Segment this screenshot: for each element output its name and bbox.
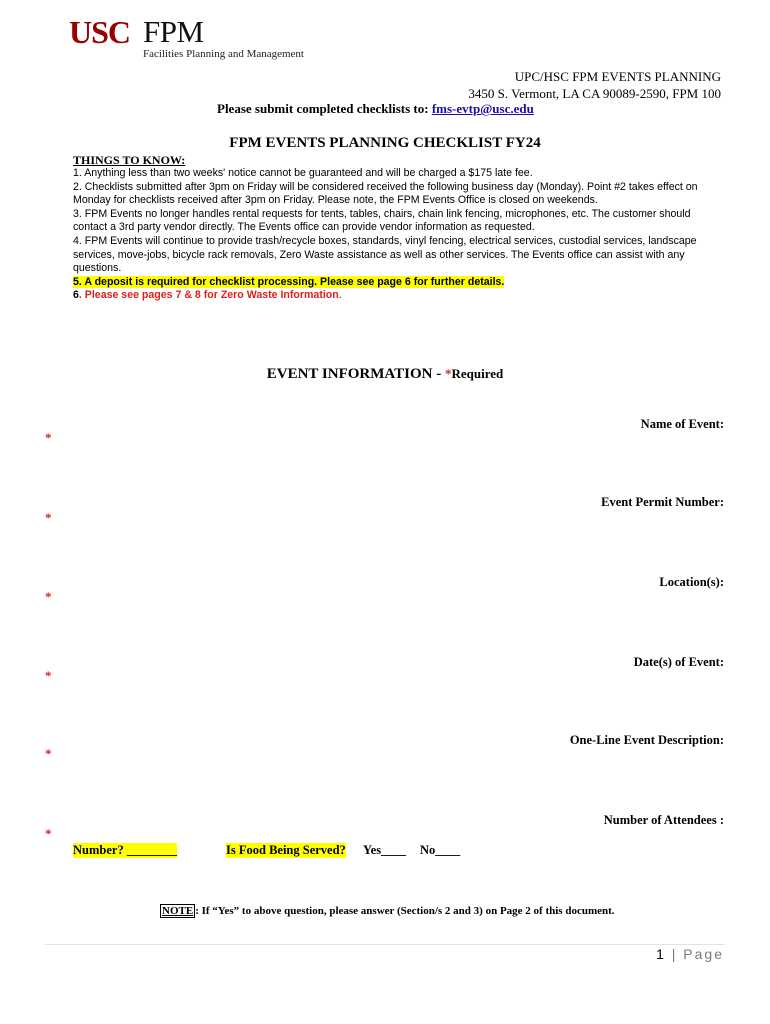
attendee-number-blank[interactable]: Number? ________ [73, 843, 177, 857]
required-star: * [45, 430, 52, 445]
logo-subtitle: Facilities Planning and Management [143, 48, 304, 60]
page-number: 1 | Page [656, 946, 724, 962]
food-served-question: Is Food Being Served? [226, 843, 346, 857]
office-address: 3450 S. Vermont, LA CA 90089-2590, FPM 100 [468, 86, 721, 101]
page-title: FPM EVENTS PLANNING CHECKLIST FY24 [229, 135, 541, 151]
things-to-know-heading: THINGS TO KNOW: [73, 153, 186, 167]
event-permit-number-label: Event Permit Number: [601, 495, 724, 509]
food-no-blank[interactable]: No____ [420, 843, 461, 857]
dates-of-event-label: Date(s) of Event: [633, 655, 724, 669]
required-star: * [45, 746, 52, 761]
note-1: 1. Anything less than two weeks' notice cannot be guaranteed and will be charged a $175 late fee. [73, 167, 533, 179]
event-information-heading: EVENT INFORMATION - *Required [266, 366, 504, 382]
required-star: * [45, 668, 52, 683]
note-3: 3. FPM Events no longer handles rental requests for tents, tables, chairs, chain link fencing, microphones, etc. The customer should contact a 3rd party vendor directly. The Events office can provide vendor information as requested. [73, 207, 691, 234]
note-tag: NOTE [162, 905, 194, 917]
notes-list [73, 167, 698, 303]
name-of-event-label: Name of Event: [640, 417, 724, 431]
usc-logo: USC [69, 14, 131, 50]
required-star: * [45, 589, 52, 604]
fpm-logo-text: FPM [143, 14, 204, 49]
food-yes-blank[interactable]: Yes____ [363, 843, 407, 857]
required-star: * [45, 510, 52, 525]
footer-divider [45, 944, 725, 945]
note-instructions: NOTE : If “Yes” to above question, please answer (Section/s 2 and 3) on Page 2 of this document. [162, 905, 615, 917]
number-of-attendees-label: Number of Attendees : [603, 813, 724, 827]
required-star: * [45, 826, 52, 841]
submit-instructions [217, 101, 534, 117]
note-2: 2. Checklists submitted after 3pm on Friday will be considered received the following business day (Monday). Point #2 takes effect on Monday for checklists received after 3pm on Friday. Please note, the FPM Events Office is closed on weekends. [73, 180, 698, 207]
locations-label: Location(s): [659, 575, 724, 589]
submit-email-link[interactable]: fms-evtp@usc.edu [431, 101, 534, 116]
office-name: UPC/HSC FPM EVENTS PLANNING [514, 69, 721, 84]
note-5-deposit: 5. A deposit is required for checklist processing. Please see page 6 for further details. [73, 275, 505, 288]
submit-text: Please submit completed checklists to: [217, 101, 432, 116]
event-description-label: One-Line Event Description: [569, 733, 724, 747]
note-6: 6. Please see pages 7 & 8 for Zero Waste Information. [73, 289, 342, 302]
note-4: 4. FPM Events will continue to provide trash/recycle boxes, standards, vinyl fencing, electrical services, custodial services, landscape services, move-jobs, bicycle rack removals, Zero Waste assistance as well as other services. The Events office can assist with any questions. [73, 234, 697, 275]
